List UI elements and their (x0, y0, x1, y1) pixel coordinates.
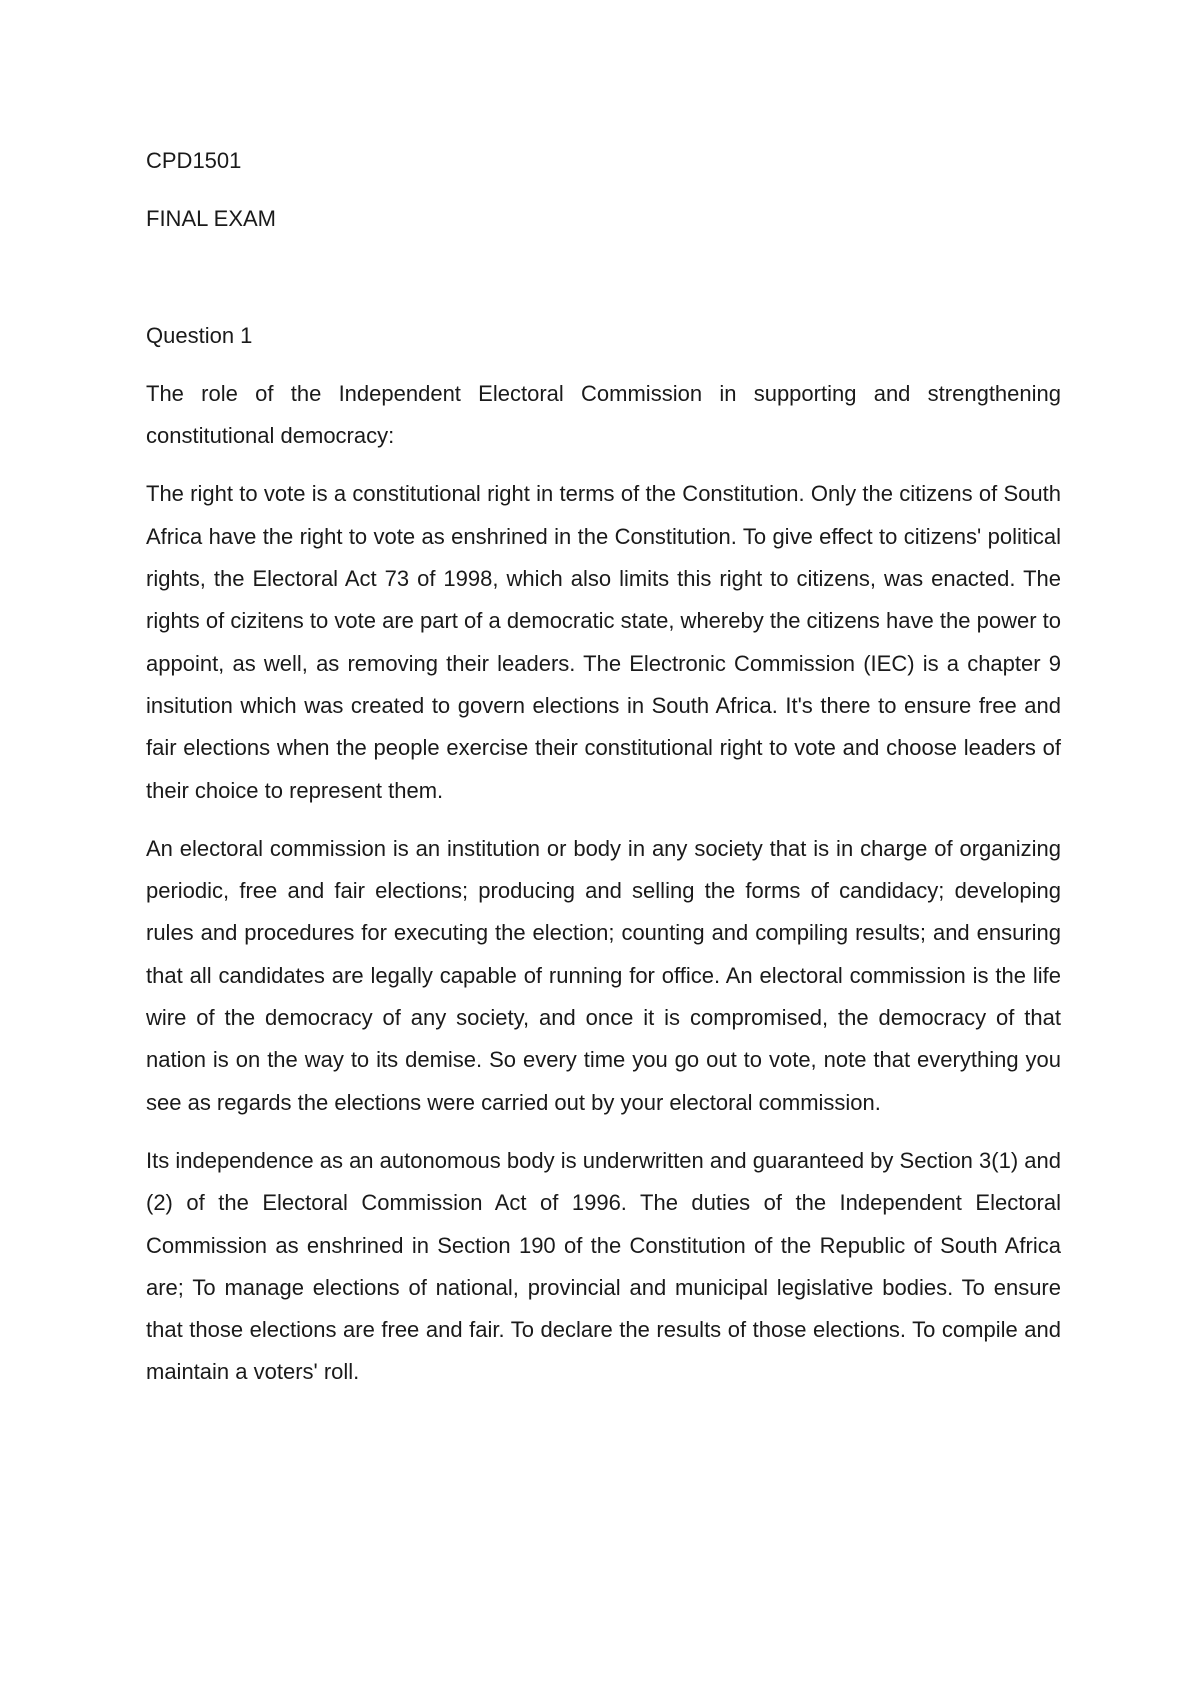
document-page (146, 140, 1061, 1410)
paragraph-electoral-commission: An electoral commission is an institution or body in any society that is in charge of organizing periodic, free and fair elections; producing and selling the forms of candidacy; developing rules and procedures for executing the election; counting and compiling results; and ensuring that all candidates are legally capable of running for office. An electoral commission is the life wire of the democracy of any society, and once it is compromised, the democracy of that nation is on the way to its demise. So every time you go out to vote, note that everything you see as regards the elections were carried out by your electoral commission. (146, 835, 1061, 1115)
paragraph-right-to-vote: The right to vote is a constitutional right in terms of the Constitution. Only the citizens of South Africa have the right to vote as enshrined in the Constitution. To give effect to citizens' political rights, the Electoral Act 73 of 1998, which also limits this right to citizens, was enacted. The rights of cizitens to vote are part of a democratic state, whereby the citizens have the power to appoint, as well, as removing their leaders. The Electronic Commission (IEC) is a chapter 9 insitution which was created to govern elections in South Africa. It's there to ensure free and fair elections when the people exercise their constitutional right to vote and choose leaders of their choice to represent them. (146, 481, 1061, 803)
course-code: CPD1501 (146, 148, 242, 173)
paragraph-intro: The role of the Independent Electoral Commission in supporting and strengthening constitutional democracy: (146, 380, 1061, 449)
question-label: Question 1 (146, 322, 253, 348)
exam-title: FINAL EXAM (146, 206, 276, 232)
paragraph-independence: Its independence as an autonomous body is underwritten and guaranteed by Section 3(1) and (2) of the Electoral Commission Act of 1996. The duties of the Independent Electoral Commission as enshrined in Section 190 of the Constitution of the Republic of South Africa are; To manage elections of national, provincial and municipal legislative bodies. To ensure that those elections are free and fair. To declare the results of those elections. To compile and maintain a voters' roll. (146, 1147, 1061, 1385)
